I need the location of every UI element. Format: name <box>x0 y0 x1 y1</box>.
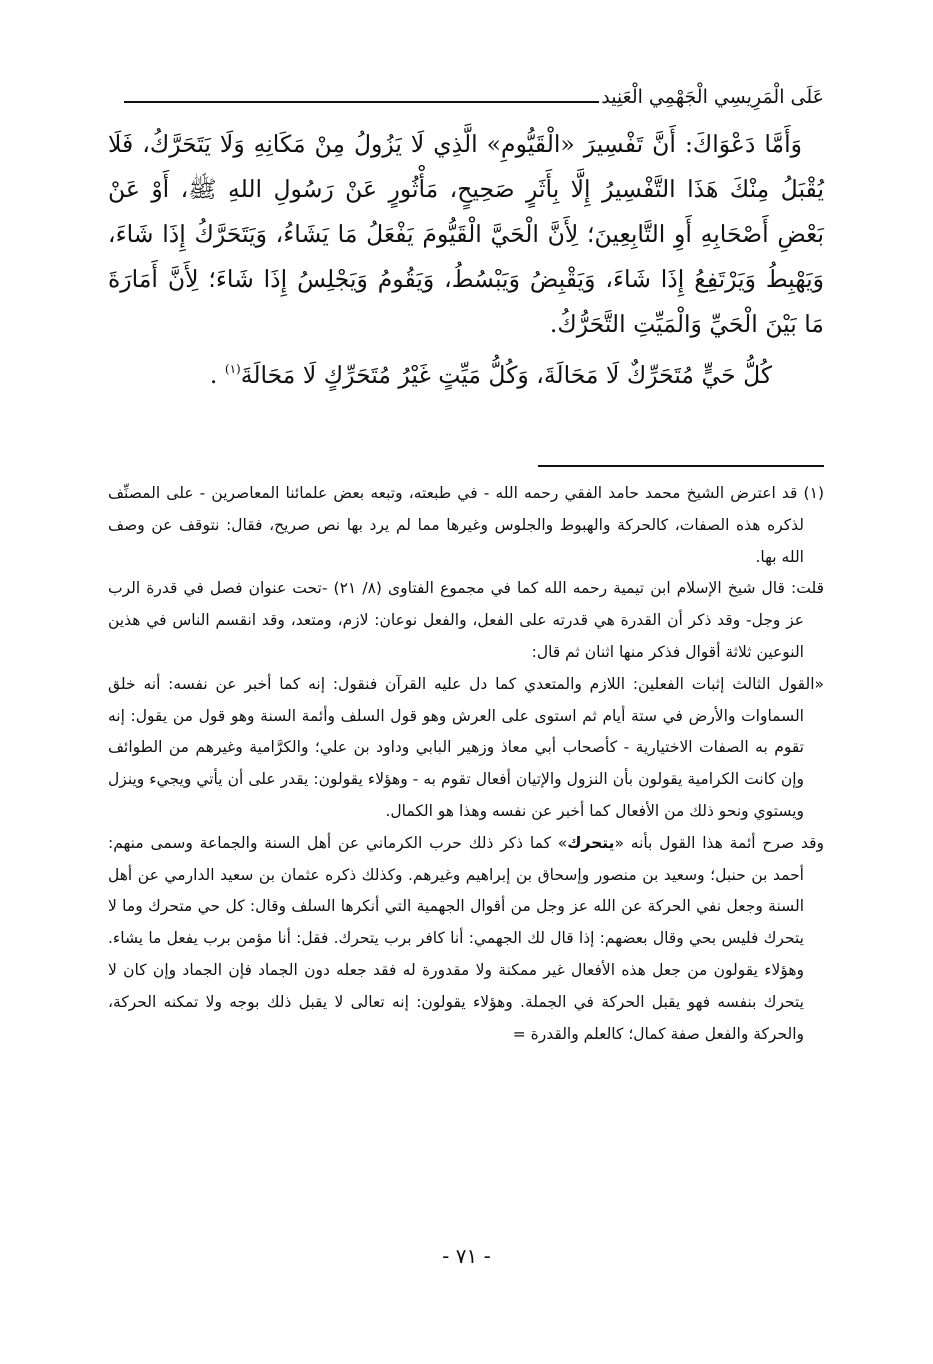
running-header <box>124 78 824 110</box>
footnote-paragraph: (١) قد اعترض الشيخ محمد حامد الفقي رحمه الله - في طبعته، وتبعه بعض علمائنا المعاصرين - على المصنِّف لذكره هذه الصفات، كالحركة والهبوط والجلوس وغيرها مما لم يرد بها نص صريح، فقال: نتوقف عن وصف الله بها. <box>108 484 824 566</box>
verse-text: كُلُّ حَيٍّ مُتَحَرِّكٌ لَا مَحَالَةَ، وَكُلُّ مَيِّتٍ غَيْرُ مُتَحَرِّكٍ لَا مَحَالَةَ <box>240 361 773 389</box>
page-number: - ٧١ - <box>442 1244 491 1268</box>
footnote-separator <box>538 465 824 467</box>
footnote-emphasis: يتحرك <box>567 833 615 852</box>
running-header-title: عَلَى الْمَرِيسِي الْجَهْمِي الْعَنِيد <box>601 86 824 108</box>
footnotes <box>108 478 824 1050</box>
header-rule <box>124 101 599 103</box>
verse-end: . <box>209 361 218 389</box>
footnote-paragraph: «القول الثالث إثبات الفعلين: اللازم والمتعدي كما دل عليه القرآن فنقول: إنه كما أخبر عن نفسه: أنه خلق السماوات والأرض في ستة أيام ثم استوى على العرش وهو قول السلف وأئمة السنة وهو قول من يقول: إنه تقوم به الصفات الاختيارية - كأصحاب أبي معاذ وزهير البابي وداود بن علي؛ والكرَّامية وغيرهم من الطوائف وإن كانت الكرامية يقولون بأن النزول والإتيان أفعال تقوم به - وهؤلاء يقولون: يقدر على أن يأتي ويجيء وينزل ويستوي ونحو ذلك من الأفعال كما أخبر عن نفسه وهذا هو الكمال. <box>108 674 824 820</box>
main-paragraph: وَأَمَّا دَعْوَاكَ: أَنَّ تَفْسِيرَ «الْقَيُّومِ» الَّذِي لَا يَزُولُ مِنْ مَكَانِهِ وَلَا يَتَحَرَّكُ، فَلَا يُقْبَلُ مِنْكَ هَذَا التَّفْسِيرُ إِلَّا بِأَثَرٍ صَحِيحٍ، مَأْثُورٍ عَنْ رَسُولِ اللهِ ﷺ، أَوْ عَنْ بَعْضِ أَصْحَابِهِ أَوِ التَّابِعِينَ؛ لِأَنَّ الْحَيَّ الْقَيُّومَ يَفْعَلُ مَا يَشَاءُ، وَيَتَحَرَّكُ إِذَا شَاءَ، وَيَهْبِطُ وَيَرْتَفِعُ إِذَا شَاءَ، وَيَقْبِضُ وَيَبْسُطُ، وَيَقُومُ وَيَجْلِسُ إِذَا شَاءَ؛ لِأَنَّ أَمَارَةَ مَا بَيْنَ الْحَيِّ وَالْمَيِّتِ التَّحَرُّكُ. <box>108 130 824 338</box>
footnote-text: » كما ذكر ذلك حرب الكرماني عن أهل السنة والجماعة وسمى منهم: أحمد بن حنبل؛ وسعيد بن منصور وإسحاق بن إبراهيم وغيرهم. وكذلك ذكره عثمان بن سعيد الدارمي عن أهل السنة وجعل نفي الحركة عن الله عز وجل من أقوال الجهمية التي أنكرها السلف وقال: كل حي متحرك وما لا يتحرك فليس بحي وقال بعضهم: إذا قال لك الجهمي: أنا كافر برب يتحرك. فقل: أنا مؤمن برب يفعل ما يشاء. وهؤلاء يقولون من جعل هذه الأفعال غير ممكنة ولا مقدورة له فقد جعله دون الجماد فإن الجماد وإن كان لا يتحرك بنفسه فهو يقبل الحركة في الجملة. وهؤلاء يقولون: إنه تعالى لا يقبل ذلك بوجه ولا تمكنه الحركة، والحركة والفعل صفة كمال؛ كالعلم والقدرة = <box>108 833 804 1043</box>
footnote-text: وقد صرح أئمة هذا القول بأنه « <box>614 833 824 852</box>
footnote-paragraph <box>108 828 824 1051</box>
verse-line <box>108 347 824 398</box>
footnote-paragraph: قلت: قال شيخ الإسلام ابن تيمية رحمه الله كما في مجموع الفتاوى (٨/ ٢١) -تحت عنوان فصل في قدرة الرب عز وجل- وقد ذكر أن القدرة هي قدرته على الفعل، والفعل نوعان: لازم، ومتعد، وقد انقسم الناس في هذين النوعين ثلاثة أقوال فذكر منها اثنان ثم قال: <box>108 579 825 661</box>
main-text <box>108 122 824 398</box>
footnote-marker[interactable]: (١) <box>224 362 241 376</box>
